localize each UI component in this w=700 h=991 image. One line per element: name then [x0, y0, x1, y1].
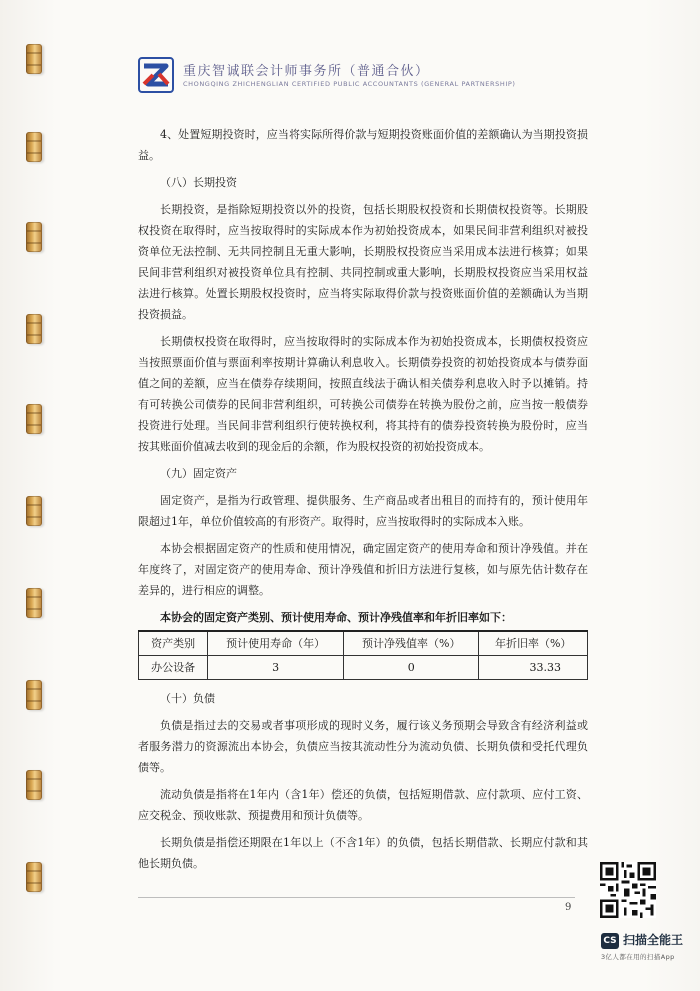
scanner-app-name: 扫描全能王 [623, 933, 684, 947]
page-number: 9 [565, 902, 572, 913]
binding-ring [26, 862, 42, 892]
binding-ring [26, 588, 42, 618]
paragraph-long-term-equity: 长期投资，是指除短期投资以外的投资，包括长期股权投资和长期债权投资等。长期股权投资在取得时，应当按取得时的实际成本作为初始投资成本，如果民间非营利组织对被投资单位无法控制、无共同控制且无重大影响，长期股权投资应当采用成本法进行核算；如果民间非营利组织对被投资单位具有控制、共同控制或重大影响，长期股权投资应当采用权益法进行核算。处置长期股权投资时，应当将实际取得价款与投资账面价值的差额确认为当期投资损益。 [138, 203, 588, 321]
firm-name: 重庆智诚联会计师事务所（普通合伙） [183, 64, 430, 79]
paragraph-long-term-liabilities: 长期负债是指偿还期限在1年以上（不含1年）的负债，包括长期借款、长期应付款和其他长期负债。 [138, 836, 588, 870]
column-header: 年折旧率（%） [479, 631, 588, 656]
column-header: 预计净残值率（%） [344, 631, 479, 656]
table-row [139, 656, 588, 680]
binding-ring [26, 44, 42, 74]
scanner-logo-icon: CS [601, 933, 619, 949]
qr-code[interactable] [600, 862, 656, 918]
table-cell: 33.33 [479, 656, 588, 680]
table-caption: 本协会的固定资产类别、预计使用寿命、预计净残值率和年折旧率如下： [160, 611, 512, 624]
binding-ring [26, 222, 42, 252]
document-body [138, 124, 588, 880]
binding-ring [26, 770, 42, 800]
firm-name-english: CHONGQING ZHICHENGLIAN CERTIFIED PUBLIC ACCOUNTANTS (GENERAL PARTNERSHIP) [183, 80, 516, 88]
paragraph-liabilities-definition: 负债是指过去的交易或者事项形成的现时义务，履行该义务预期会导致含有经济利益或者服务潜力的资源流出本协会，负债应当按其流动性分为流动负债、长期负债和受托代理负债等。 [138, 719, 588, 774]
paragraph-fixed-asset-definition: 固定资产，是指为行政管理、提供服务、生产商品或者出租目的而持有的，预计使用年限超过1年，单位价值较高的有形资产。取得时，应当按取得时的实际成本入账。 [138, 494, 588, 528]
binding-ring [26, 404, 42, 434]
table-cell: 0 [344, 656, 479, 680]
paragraph-short-term-disposal: 4、处置短期投资时，应当将实际所得价款与短期投资账面价值的差额确认为当期投资损益。 [138, 128, 588, 162]
section-heading-fixed-assets: （九）固定资产 [160, 467, 237, 480]
column-header: 预计使用寿命（年） [208, 631, 344, 656]
paragraph-fixed-asset-review: 本协会根据固定资产的性质和使用情况，确定固定资产的使用寿命和预计净残值。并在年度终了，对固定资产的使用寿命、预计净残值和折旧方法进行复核，如与原先估计数存在差异的，进行相应的调整。 [138, 542, 588, 597]
table-cell: 办公设备 [139, 656, 208, 680]
binding-ring [26, 314, 42, 344]
table-cell: 3 [208, 656, 344, 680]
firm-logo [137, 56, 175, 94]
footer-rule [138, 897, 575, 898]
table-header-row [139, 631, 588, 656]
paragraph-current-liabilities: 流动负债是指将在1年内（含1年）偿还的负债，包括短期借款、应付款项、应付工资、应交税金、预收账款、预提费用和预计负债等。 [138, 788, 588, 822]
binding-ring [26, 680, 42, 710]
binding-ring [26, 496, 42, 526]
section-heading-liabilities: （十）负债 [160, 692, 215, 705]
paragraph-long-term-debt: 长期债权投资在取得时，应当按取得时的实际成本作为初始投资成本，长期债权投资应当按照票面价值与票面利率按期计算确认利息收入。长期债券投资的初始投资成本与债券面值之间的差额，应当在债券存续期间，按照直线法于确认相关债券利息收入时予以摊销。持有可转换公司债券的民间非营利组织，可转换公司债券在转换为股份之前，应当按一般债券投资进行处理。当民间非营利组织行使转换权利，将其持有的债券投资转换为股份时，应当按其账面价值减去收到的现金后的余额，作为股权投资的初始投资成本。 [138, 335, 588, 453]
column-header: 资产类别 [139, 631, 208, 656]
section-heading-long-term-investment: （八）长期投资 [160, 176, 237, 189]
scanner-tagline: 3亿人都在用的扫描App [601, 953, 675, 961]
binding-ring [26, 132, 42, 162]
fixed-asset-table [138, 630, 588, 680]
